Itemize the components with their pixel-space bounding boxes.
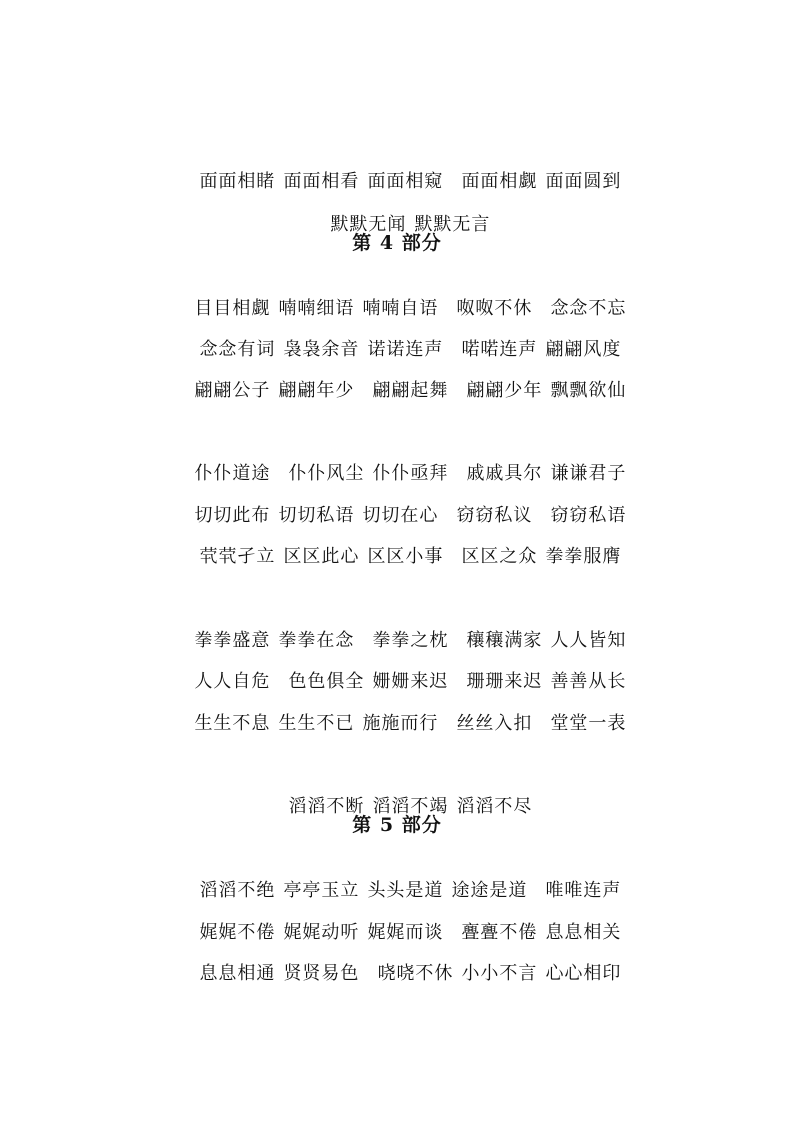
idiom: 贤贤易色	[283, 963, 360, 984]
idiom: 翩翩公子	[194, 380, 271, 401]
idiom: 仆仆亟拜	[372, 463, 449, 484]
idiom: 窃窃私议	[456, 505, 533, 526]
phrase-row	[0, 688, 794, 760]
idiom: 窃窃私语	[550, 505, 627, 526]
idiom: 小小不言	[461, 963, 538, 984]
idiom: 念念有词	[199, 339, 276, 360]
idiom: 切切私语	[278, 505, 355, 526]
idiom: 拳拳服膺	[545, 546, 622, 567]
idiom: 喏喏连声	[461, 339, 538, 360]
idiom: 切切此布	[194, 505, 271, 526]
idiom: 翩翩风度	[545, 339, 622, 360]
idiom: 哓哓不休	[377, 963, 454, 984]
idiom: 施施而行	[362, 713, 439, 734]
idiom: 拳拳之枕	[372, 630, 449, 651]
idiom: 堂堂一表	[550, 713, 627, 734]
idiom: 亹亹不倦	[461, 922, 538, 943]
idiom: 珊珊来迟	[466, 671, 543, 692]
idiom: 区区此心	[283, 546, 360, 567]
idiom: 袅袅余音	[283, 339, 360, 360]
idiom: 穰穰满家	[466, 630, 543, 651]
idiom: 唯唯连声	[545, 880, 622, 901]
idiom: 目目相觑	[194, 298, 271, 319]
idiom: 仆仆风尘	[288, 463, 365, 484]
idiom: 面面相看	[283, 171, 360, 192]
idiom: 戚戚具尔	[466, 463, 543, 484]
section-heading: 第 4 部分	[352, 232, 442, 254]
idiom: 诺诺连声	[367, 339, 444, 360]
phrase-row	[0, 938, 794, 1010]
idiom: 滔滔不绝	[199, 880, 276, 901]
idiom: 头头是道	[367, 880, 444, 901]
idiom: 仆仆道途	[194, 463, 271, 484]
idiom: 切切在心	[362, 505, 439, 526]
idiom: 色色俱全	[288, 671, 365, 692]
idiom: 丝丝入扣	[456, 713, 533, 734]
idiom: 翩翩起舞	[372, 380, 449, 401]
phrase-row	[0, 355, 794, 427]
idiom: 翩翩年少	[278, 380, 355, 401]
idiom: 途途是道	[451, 880, 528, 901]
idiom: 人人自危	[194, 671, 271, 692]
idiom: 人人皆知	[550, 630, 627, 651]
idiom: 滔滔不竭	[372, 796, 449, 817]
idiom: 滔滔不尽	[456, 796, 533, 817]
idiom: 娓娓不倦	[199, 922, 276, 943]
idiom: 姗姗来迟	[372, 671, 449, 692]
idiom: 息息相关	[545, 922, 622, 943]
idiom: 喃喃自语	[362, 298, 439, 319]
idiom: 生生不息	[194, 713, 271, 734]
idiom: 念念不忘	[550, 298, 627, 319]
section-heading: 第 5 部分	[352, 814, 442, 836]
idiom: 茕茕孑立	[199, 546, 276, 567]
idiom: 默默无言	[414, 214, 491, 235]
idiom: 飘飘欲仙	[550, 380, 627, 401]
idiom: 滔滔不断	[288, 796, 365, 817]
idiom: 拳拳在念	[278, 630, 355, 651]
idiom: 心心相印	[545, 963, 622, 984]
phrase-row	[0, 521, 794, 593]
idiom: 生生不已	[278, 713, 355, 734]
idiom: 区区小事	[367, 546, 444, 567]
idiom: 面面相睹	[199, 171, 276, 192]
idiom: 面面相窥	[367, 171, 444, 192]
idiom: 娓娓动听	[283, 922, 360, 943]
idiom: 面面相觑	[461, 171, 538, 192]
idiom: 区区之众	[461, 546, 538, 567]
idiom: 拳拳盛意	[194, 630, 271, 651]
idiom: 翩翩少年	[466, 380, 543, 401]
idiom: 呶呶不休	[456, 298, 533, 319]
idiom: 喃喃细语	[278, 298, 355, 319]
idiom: 谦谦君子	[550, 463, 627, 484]
idiom: 息息相通	[199, 963, 276, 984]
idiom: 善善从长	[550, 671, 627, 692]
idiom: 面面圆到	[545, 171, 622, 192]
idiom: 默默无闻	[330, 214, 407, 235]
idiom: 亭亭玉立	[283, 880, 360, 901]
idiom: 娓娓而谈	[367, 922, 444, 943]
